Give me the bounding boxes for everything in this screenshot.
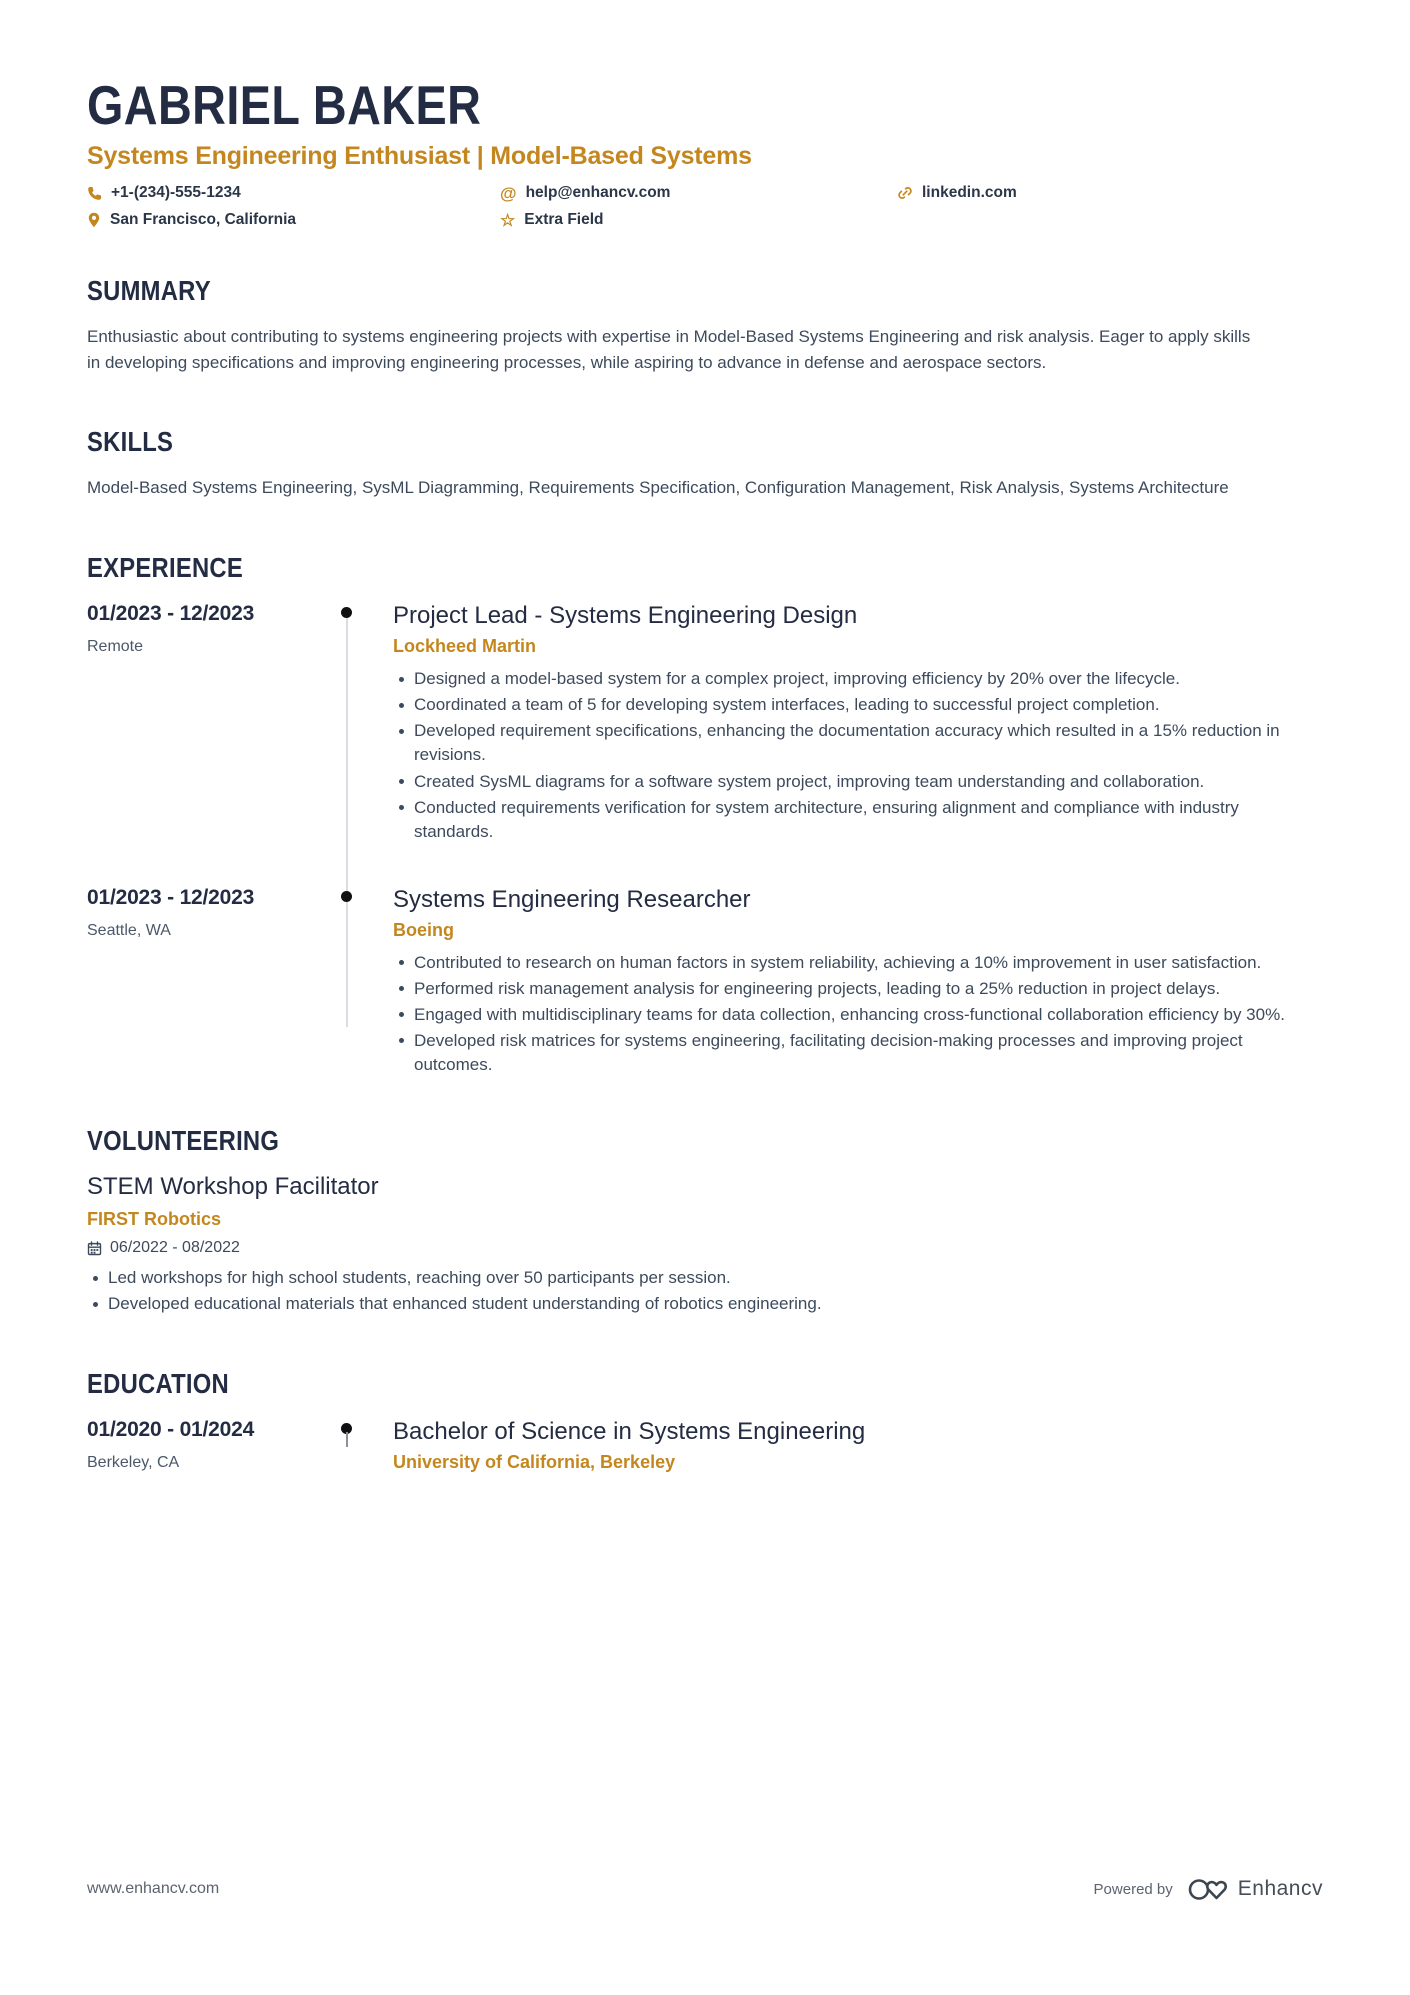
volunteering-bullets	[87, 1266, 1187, 1316]
experience-dates: 01/2023 - 12/2023	[87, 602, 255, 626]
summary-text: Enthusiastic about contributing to systems engineering projects with expertise in Model-Based Systems Engineering and risk analysis. Eager to apply skills in developing specifications and improving engineering processes, while aspiring to advance in defense and aerospace sectors.	[87, 327, 1251, 372]
section-education	[87, 1368, 1323, 1473]
extra-field-text: Extra Field	[524, 211, 604, 228]
section-volunteering	[87, 1125, 1323, 1318]
experience-bullet: Coordinated a team of 5 for developing system interfaces, leading to successful project completion.	[393, 693, 1303, 717]
section-summary	[87, 275, 1323, 376]
section-skills	[87, 426, 1323, 501]
education-degree: Bachelor of Science in Systems Engineering	[393, 1418, 866, 1446]
experience-bullets	[393, 951, 1303, 1078]
volunteering-dates	[87, 1239, 1323, 1257]
contact-email[interactable]	[500, 184, 897, 202]
experience-timeline	[87, 602, 1323, 1079]
volunteering-dates-text: 06/2022 - 08/2022	[110, 1239, 240, 1257]
enhancv-website-link[interactable]: www.enhancv.com	[87, 1880, 220, 1897]
skills-text: Model-Based Systems Engineering, SysML Diagramming, Requirements Specification, Configuration Management, Risk Analysis, Systems Architecture	[87, 477, 1229, 497]
education-timeline	[87, 1418, 1323, 1473]
phone-icon	[87, 186, 102, 201]
experience-bullet: Developed risk matrices for systems engineering, facilitating decision-making processes and improving project outcomes.	[393, 1029, 1303, 1077]
experience-entry	[87, 886, 1323, 1079]
skills-heading: SKILLS	[87, 425, 174, 457]
calendar-icon	[87, 1241, 102, 1256]
candidate-name-text: GABRIEL BAKER	[87, 74, 482, 136]
education-school: University of California, Berkeley	[393, 1452, 676, 1473]
experience-bullet: Designed a model-based system for a complex project, improving efficiency by 20% over the lifecycle.	[393, 667, 1303, 691]
powered-by[interactable]	[1094, 1875, 1323, 1903]
location-text: San Francisco, California	[110, 211, 297, 228]
contact-info	[87, 184, 1323, 229]
volunteering-bullet: Developed educational materials that enhanced student understanding of robotics engineering.	[87, 1292, 1187, 1316]
contact-phone	[87, 184, 500, 202]
star-icon: ☆	[500, 210, 516, 230]
experience-bullet: Performed risk management analysis for engineering projects, leading to a 25% reduction in project delays.	[393, 977, 1303, 1001]
section-experience	[87, 552, 1323, 1079]
volunteering-bullet: Led workshops for high school students, reaching over 50 participants per session.	[87, 1266, 1187, 1290]
volunteering-heading: VOLUNTEERING	[87, 1125, 280, 1157]
volunteering-title: STEM Workshop Facilitator	[87, 1173, 379, 1201]
education-entry	[87, 1418, 1323, 1473]
experience-bullet: Conducted requirements verification for system architecture, ensuring alignment and compliance with industry standards.	[393, 796, 1303, 844]
experience-bullet: Created SysML diagrams for a software system project, improving team understanding and collaboration.	[393, 770, 1303, 794]
experience-bullet: Developed requirement specifications, enhancing the documentation accuracy which resulted in a 15% reduction in revisions.	[393, 719, 1303, 767]
summary-heading: SUMMARY	[87, 275, 211, 306]
resume-header	[87, 74, 1323, 230]
enhancv-brand-name: Enhancv	[1237, 1877, 1323, 1900]
job-title: Systems Engineering Enthusiast | Model-Based Systems	[87, 142, 752, 170]
experience-location: Remote	[87, 638, 144, 656]
timeline-dot	[341, 607, 352, 618]
candidate-name	[87, 74, 1323, 136]
experience-bullet: Engaged with multidisciplinary teams for data collection, enhancing cross-functional collaboration efficiency by 30%.	[393, 1003, 1303, 1027]
contact-extra-field	[500, 211, 897, 229]
contact-location	[87, 211, 500, 229]
page-footer	[87, 1875, 1323, 1903]
experience-location: Seattle, WA	[87, 921, 171, 939]
experience-title: Systems Engineering Researcher	[393, 885, 751, 913]
experience-title: Project Lead - Systems Engineering Design	[393, 602, 858, 630]
link-icon	[897, 185, 913, 201]
at-icon: @	[500, 183, 517, 203]
powered-by-label: Powered by	[1093, 1880, 1173, 1898]
email-address[interactable]: help@enhancv.com	[525, 184, 671, 201]
enhancv-logo-icon	[1187, 1875, 1229, 1903]
volunteering-organization: FIRST Robotics	[87, 1209, 221, 1230]
experience-entry	[87, 602, 1323, 845]
phone-number: +1-(234)-555-1234	[111, 184, 241, 201]
experience-bullets	[393, 667, 1303, 844]
enhancv-brand[interactable]	[1187, 1875, 1323, 1903]
timeline-pin	[341, 1423, 352, 1434]
experience-heading: EXPERIENCE	[87, 552, 243, 584]
experience-bullet: Contributed to research on human factors in system reliability, achieving a 10% improvement in user satisfaction.	[393, 951, 1303, 975]
education-heading: EDUCATION	[87, 1368, 230, 1400]
location-pin-icon	[87, 212, 101, 228]
education-dates: 01/2020 - 01/2024	[87, 1418, 255, 1442]
experience-company: Lockheed Martin	[393, 636, 537, 657]
timeline-dot	[341, 891, 352, 902]
education-location: Berkeley, CA	[87, 1454, 180, 1472]
experience-dates: 01/2023 - 12/2023	[87, 885, 255, 909]
experience-company: Boeing	[393, 919, 454, 940]
contact-link[interactable]	[897, 184, 1323, 202]
linkedin-url[interactable]: linkedin.com	[922, 184, 1017, 201]
